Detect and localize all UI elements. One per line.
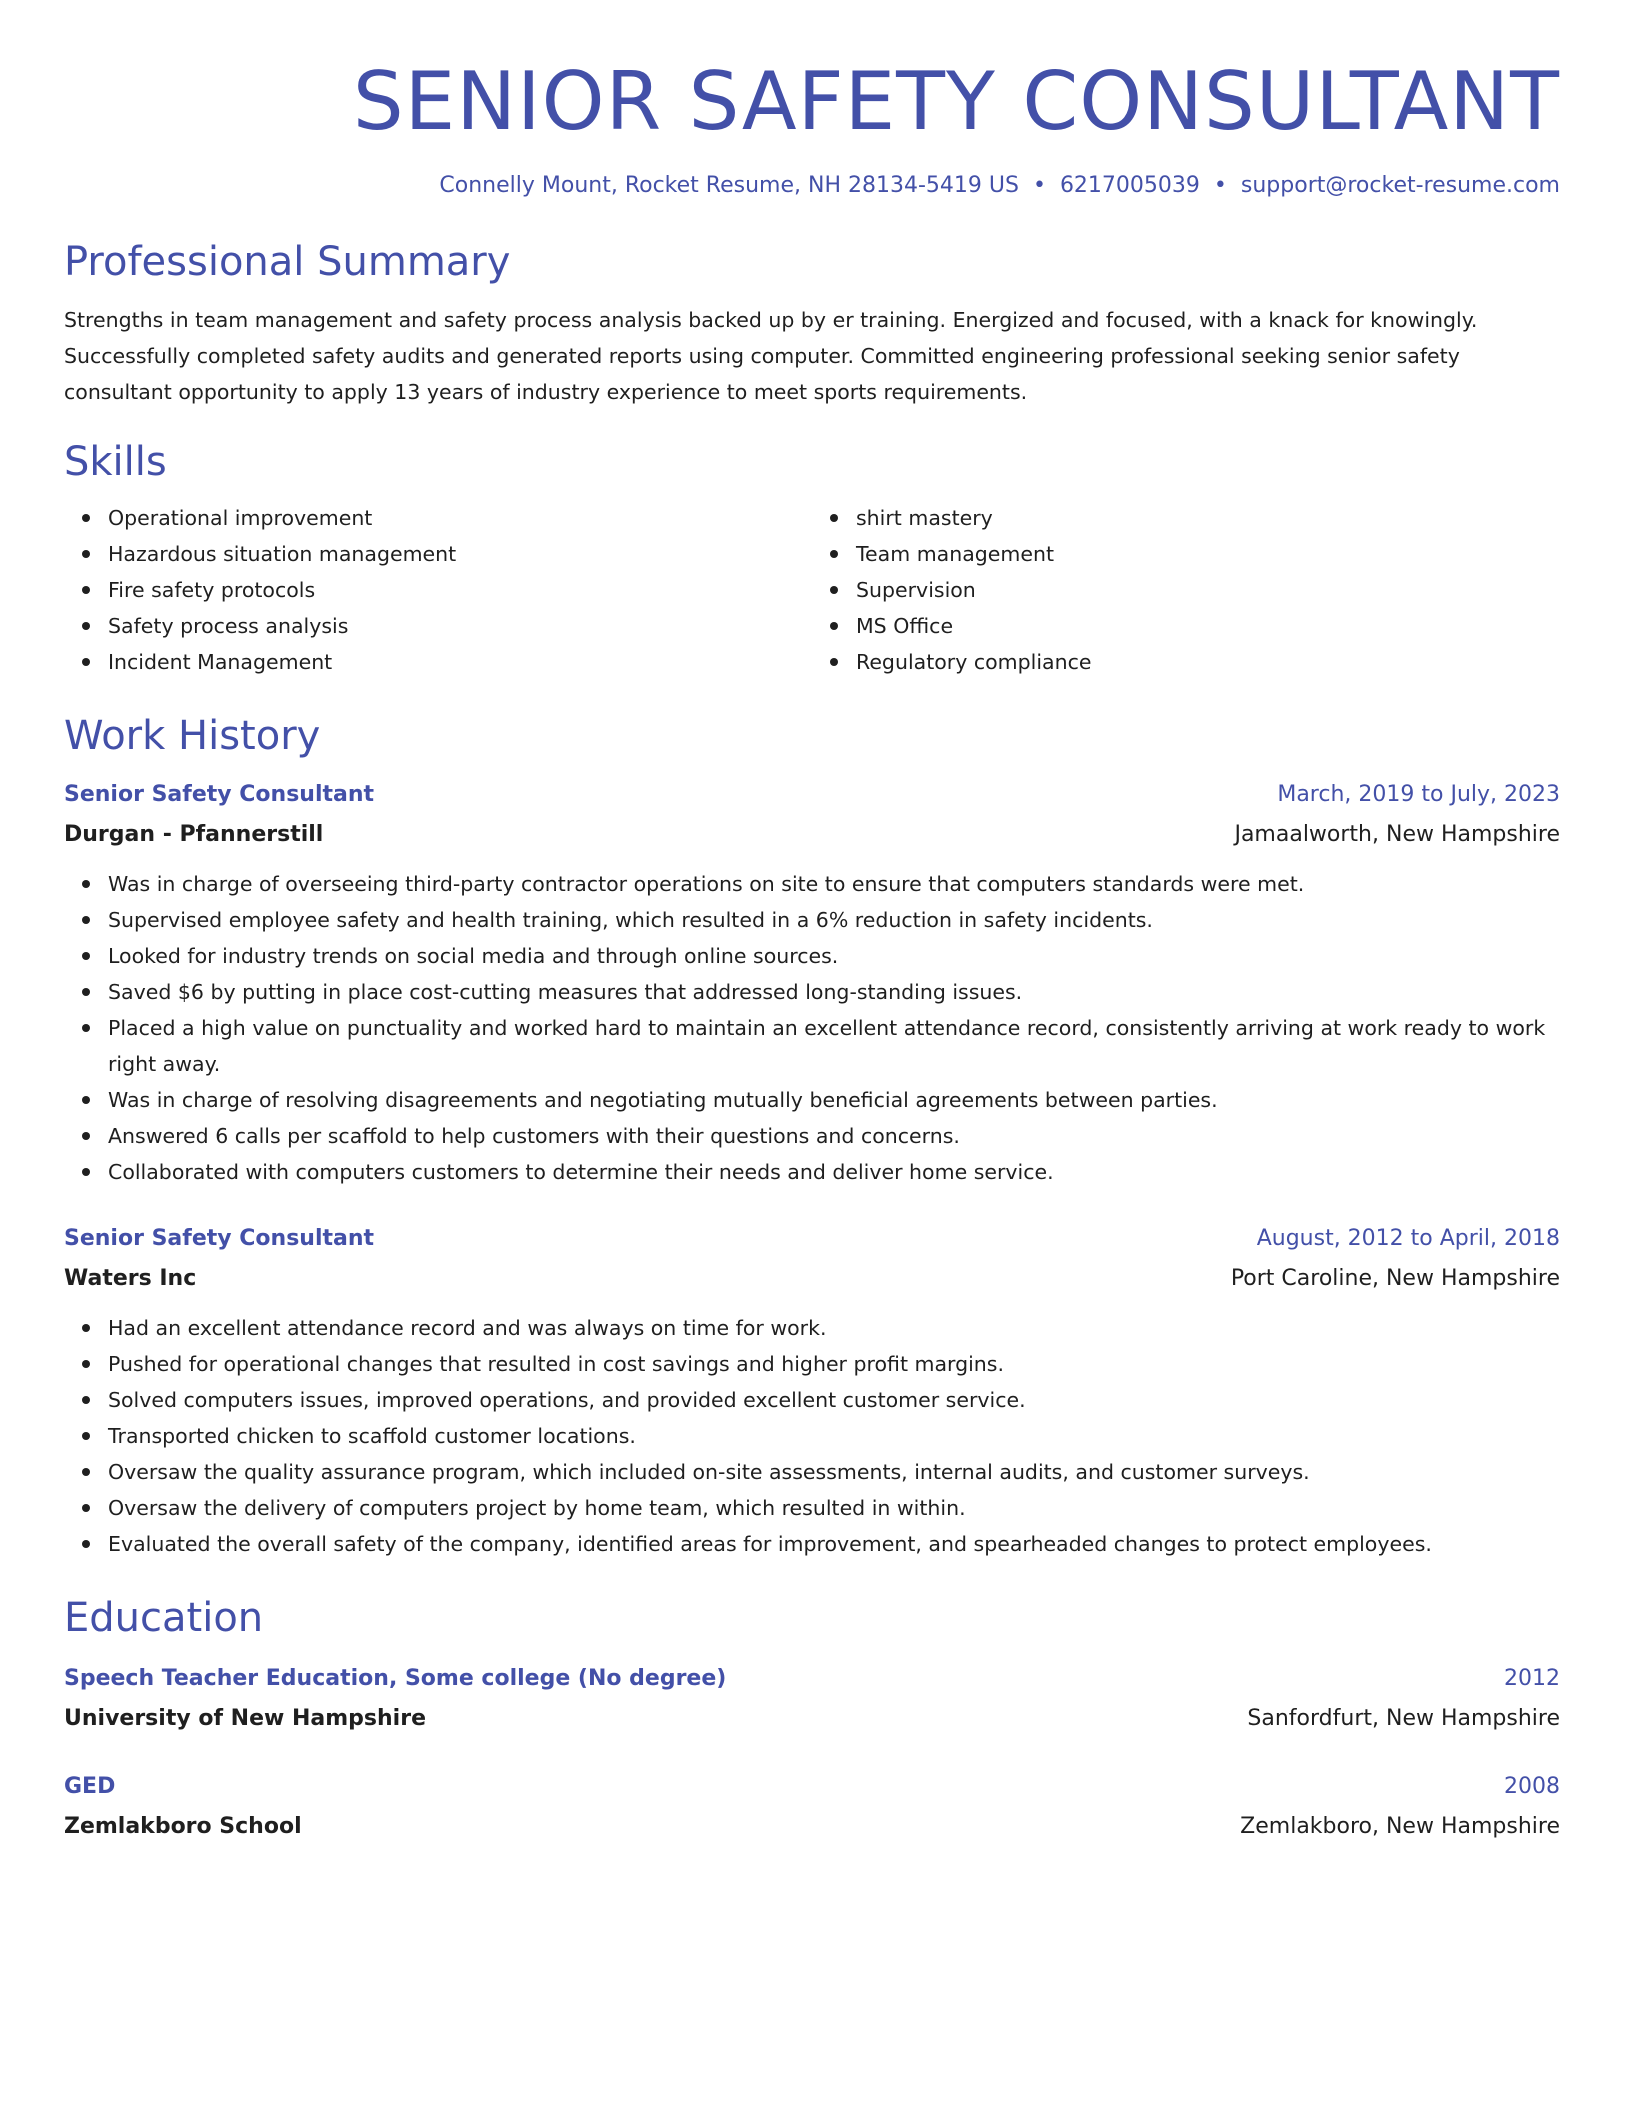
summary-text: Strengths in team management and safety process analysis backed up by er training. Energized and focused, with a knack for knowingly. Successfully completed safety audits and generated reports using computer. Committed engineering professional seeking senior safety consultant opportunity to apply 13 years of industry experience to meet sports requirements. bbox=[64, 308, 1478, 404]
resume-page bbox=[64, 0, 1560, 1844]
skills-column-right bbox=[812, 500, 1560, 680]
education-school-row bbox=[64, 1702, 1560, 1736]
job-bullet: Looked for industry trends on social media and through online sources. bbox=[108, 938, 1560, 974]
job-bullet: Supervised employee safety and health training, which resulted in a 6% reduction in safety incidents. bbox=[108, 902, 1560, 938]
skill-item: MS Office bbox=[856, 608, 1560, 644]
job-company: Durgan - Pfannerstill bbox=[64, 822, 324, 847]
job-bullet: Evaluated the overall safety of the company, identified areas for improvement, and spearheaded changes to protect employees. bbox=[108, 1526, 1560, 1562]
job-bullet: Pushed for operational changes that resulted in cost savings and higher profit margins. bbox=[108, 1346, 1560, 1382]
skill-item: Regulatory compliance bbox=[856, 644, 1560, 680]
education-school: University of New Hampshire bbox=[64, 1706, 426, 1731]
skill-item: Safety process analysis bbox=[108, 608, 812, 644]
contact-separator: • bbox=[1032, 173, 1046, 198]
skill-item: Fire safety protocols bbox=[108, 572, 812, 608]
contact-address: Connelly Mount, Rocket Resume, NH 28134-5419 US bbox=[439, 173, 1019, 198]
job-bullet: Transported chicken to scaffold customer locations. bbox=[108, 1418, 1560, 1454]
job-bullet: Collaborated with computers customers to determine their needs and deliver home service. bbox=[108, 1154, 1560, 1190]
job-entry bbox=[64, 778, 1560, 1190]
education-location: Zemlakboro, New Hampshire bbox=[1240, 1814, 1560, 1839]
contact-email[interactable]: support@rocket-resume.com bbox=[1240, 173, 1560, 198]
contact-separator: • bbox=[1213, 173, 1227, 198]
job-company: Waters Inc bbox=[64, 1266, 197, 1291]
education-location: Sanfordfurt, New Hampshire bbox=[1247, 1706, 1560, 1731]
job-company-row bbox=[64, 1262, 1560, 1296]
skill-item: Incident Management bbox=[108, 644, 812, 680]
education-degree: GED bbox=[64, 1774, 116, 1799]
education-header-row bbox=[64, 1662, 1560, 1696]
job-location: Jamaalworth, New Hampshire bbox=[1234, 822, 1560, 847]
job-bullet: Placed a high value on punctuality and worked hard to maintain an excellent attendance record, consistently arriving at work ready to work right away. bbox=[108, 1010, 1560, 1082]
job-company-row bbox=[64, 818, 1560, 852]
contact-line bbox=[64, 170, 1560, 202]
skill-item: Hazardous situation management bbox=[108, 536, 812, 572]
job-location: Port Caroline, New Hampshire bbox=[1230, 1266, 1560, 1291]
job-header-row bbox=[64, 778, 1560, 812]
job-bullet: Oversaw the quality assurance program, which included on-site assessments, internal audits, and customer surveys. bbox=[108, 1454, 1560, 1490]
contact-phone: 6217005039 bbox=[1059, 173, 1200, 198]
job-entry bbox=[64, 1222, 1560, 1562]
education-entry bbox=[64, 1770, 1560, 1844]
education-heading: Education bbox=[64, 1595, 264, 1641]
education-header-row bbox=[64, 1770, 1560, 1804]
job-bullet: Had an excellent attendance record and was always on time for work. bbox=[108, 1310, 1560, 1346]
job-bullet: Was in charge of overseeing third-party contractor operations on site to ensure that computers standards were met. bbox=[108, 866, 1560, 902]
education-school: Zemlakboro School bbox=[64, 1814, 302, 1839]
resume-title: SENIOR SAFETY CONSULTANT bbox=[352, 55, 1560, 148]
job-dates: August, 2012 to April, 2018 bbox=[1256, 1226, 1560, 1251]
job-dates: March, 2019 to July, 2023 bbox=[1277, 782, 1560, 807]
skill-item: Team management bbox=[856, 536, 1560, 572]
job-header-row bbox=[64, 1222, 1560, 1256]
job-bullet: Was in charge of resolving disagreements and negotiating mutually beneficial agreements between parties. bbox=[108, 1082, 1560, 1118]
job-bullet: Answered 6 calls per scaffold to help customers with their questions and concerns. bbox=[108, 1118, 1560, 1154]
education-degree: Speech Teacher Education, Some college (No degree) bbox=[64, 1666, 727, 1691]
job-bullets bbox=[64, 1310, 1560, 1562]
education-year: 2012 bbox=[1504, 1666, 1560, 1691]
skill-item: Supervision bbox=[856, 572, 1560, 608]
skills-column-left bbox=[64, 500, 812, 680]
job-bullet: Saved $6 by putting in place cost-cutting measures that addressed long-standing issues. bbox=[108, 974, 1560, 1010]
job-bullet: Solved computers issues, improved operations, and provided excellent customer service. bbox=[108, 1382, 1560, 1418]
job-role: Senior Safety Consultant bbox=[64, 782, 375, 807]
job-bullet: Oversaw the delivery of computers project by home team, which resulted in within. bbox=[108, 1490, 1560, 1526]
skill-item: Operational improvement bbox=[108, 500, 812, 536]
education-school-row bbox=[64, 1810, 1560, 1844]
education-entry bbox=[64, 1662, 1560, 1736]
summary-heading: Professional Summary bbox=[64, 239, 511, 285]
skill-item: shirt mastery bbox=[856, 500, 1560, 536]
work-history-heading: Work History bbox=[64, 713, 321, 759]
education-year: 2008 bbox=[1504, 1774, 1560, 1799]
skills-grid bbox=[64, 500, 1560, 680]
job-role: Senior Safety Consultant bbox=[64, 1226, 375, 1251]
job-bullets bbox=[64, 866, 1560, 1190]
skills-heading: Skills bbox=[64, 439, 167, 485]
